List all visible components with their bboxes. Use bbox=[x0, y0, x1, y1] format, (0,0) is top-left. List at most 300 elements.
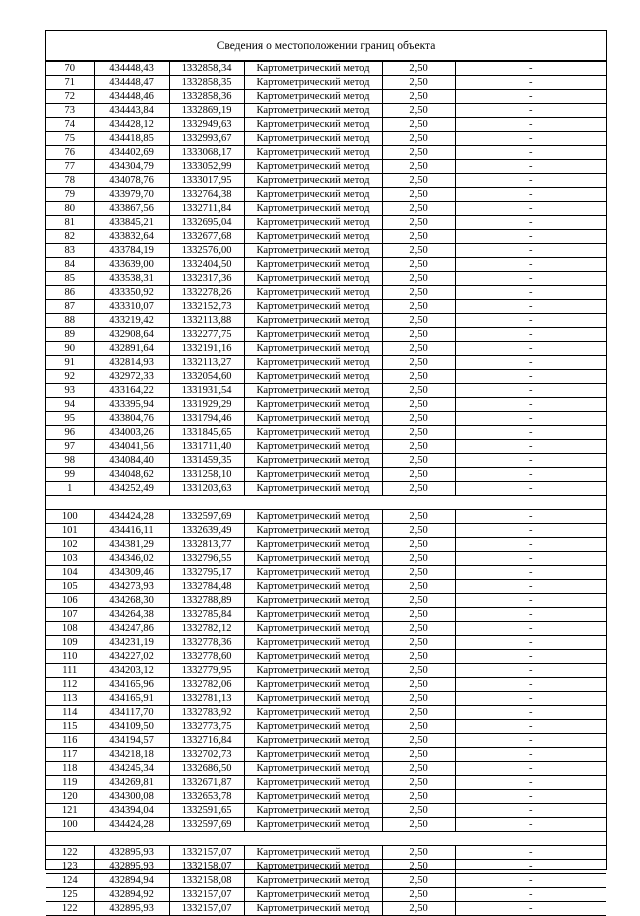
method-cell: Картометрический метод bbox=[244, 160, 382, 174]
x-coordinate-cell: 433164,22 bbox=[94, 384, 169, 398]
description-cell: - bbox=[455, 258, 606, 272]
accuracy-cell: 2,50 bbox=[382, 524, 455, 538]
description-cell: - bbox=[455, 678, 606, 692]
x-coordinate-cell: 434304,79 bbox=[94, 160, 169, 174]
description-cell: - bbox=[455, 524, 606, 538]
y-coordinate-cell: 1332671,87 bbox=[169, 776, 244, 790]
x-coordinate-cell: 434117,70 bbox=[94, 706, 169, 720]
point-number-cell: 90 bbox=[46, 342, 94, 356]
y-coordinate-cell: 1331459,35 bbox=[169, 454, 244, 468]
x-coordinate-cell: 434418,85 bbox=[94, 132, 169, 146]
point-number-cell: 109 bbox=[46, 636, 94, 650]
y-coordinate-cell: 1332764,38 bbox=[169, 188, 244, 202]
method-cell: Картометрический метод bbox=[244, 622, 382, 636]
method-cell: Картометрический метод bbox=[244, 286, 382, 300]
y-coordinate-cell: 1332695,04 bbox=[169, 216, 244, 230]
table-row bbox=[46, 328, 606, 342]
accuracy-cell: 2,50 bbox=[382, 230, 455, 244]
method-cell: Картометрический метод bbox=[244, 118, 382, 132]
table-row bbox=[46, 538, 606, 552]
x-coordinate-cell: 434247,86 bbox=[94, 622, 169, 636]
accuracy-cell: 2,50 bbox=[382, 146, 455, 160]
accuracy-cell: 2,50 bbox=[382, 734, 455, 748]
method-cell: Картометрический метод bbox=[244, 356, 382, 370]
accuracy-cell: 2,50 bbox=[382, 846, 455, 860]
method-cell: Картометрический метод bbox=[244, 76, 382, 90]
table-row bbox=[46, 216, 606, 230]
accuracy-cell: 2,50 bbox=[382, 398, 455, 412]
point-number-cell: 93 bbox=[46, 384, 94, 398]
method-cell: Картометрический метод bbox=[244, 62, 382, 76]
x-coordinate-cell: 432895,93 bbox=[94, 902, 169, 916]
table-row bbox=[46, 174, 606, 188]
table-row bbox=[46, 202, 606, 216]
y-coordinate-cell: 1332054,60 bbox=[169, 370, 244, 384]
point-number-cell: 122 bbox=[46, 846, 94, 860]
accuracy-cell: 2,50 bbox=[382, 132, 455, 146]
accuracy-cell: 2,50 bbox=[382, 790, 455, 804]
description-cell: - bbox=[455, 118, 606, 132]
accuracy-cell: 2,50 bbox=[382, 818, 455, 832]
x-coordinate-cell: 434448,46 bbox=[94, 90, 169, 104]
x-coordinate-cell: 434203,12 bbox=[94, 664, 169, 678]
description-cell: - bbox=[455, 146, 606, 160]
method-cell: Картометрический метод bbox=[244, 650, 382, 664]
y-coordinate-cell: 1332158,08 bbox=[169, 874, 244, 888]
point-number-cell: 79 bbox=[46, 188, 94, 202]
y-coordinate-cell: 1332858,35 bbox=[169, 76, 244, 90]
x-coordinate-cell: 434165,91 bbox=[94, 692, 169, 706]
table-row bbox=[46, 356, 606, 370]
method-cell: Картометрический метод bbox=[244, 552, 382, 566]
table-row bbox=[46, 776, 606, 790]
point-number-cell: 108 bbox=[46, 622, 94, 636]
accuracy-cell: 2,50 bbox=[382, 762, 455, 776]
table-row bbox=[46, 398, 606, 412]
description-cell: - bbox=[455, 566, 606, 580]
table-row bbox=[46, 748, 606, 762]
table-row bbox=[46, 594, 606, 608]
accuracy-cell: 2,50 bbox=[382, 720, 455, 734]
table-row bbox=[46, 762, 606, 776]
point-number-cell: 73 bbox=[46, 104, 94, 118]
accuracy-cell: 2,50 bbox=[382, 370, 455, 384]
table-row bbox=[46, 888, 606, 902]
y-coordinate-cell: 1332278,26 bbox=[169, 286, 244, 300]
accuracy-cell: 2,50 bbox=[382, 804, 455, 818]
description-cell: - bbox=[455, 804, 606, 818]
table-row bbox=[46, 90, 606, 104]
accuracy-cell: 2,50 bbox=[382, 664, 455, 678]
table-row bbox=[46, 734, 606, 748]
x-coordinate-cell: 433784,19 bbox=[94, 244, 169, 258]
x-coordinate-cell: 434300,08 bbox=[94, 790, 169, 804]
point-number-cell: 72 bbox=[46, 90, 94, 104]
x-coordinate-cell: 433867,56 bbox=[94, 202, 169, 216]
table-row bbox=[46, 608, 606, 622]
separator-row bbox=[46, 496, 606, 510]
description-cell: - bbox=[455, 328, 606, 342]
description-cell: - bbox=[455, 62, 606, 76]
method-cell: Картометрический метод bbox=[244, 580, 382, 594]
point-number-cell: 114 bbox=[46, 706, 94, 720]
accuracy-cell: 2,50 bbox=[382, 678, 455, 692]
description-cell: - bbox=[455, 594, 606, 608]
table-row bbox=[46, 146, 606, 160]
x-coordinate-cell: 434346,02 bbox=[94, 552, 169, 566]
method-cell: Картометрический метод bbox=[244, 384, 382, 398]
accuracy-cell: 2,50 bbox=[382, 272, 455, 286]
method-cell: Картометрический метод bbox=[244, 748, 382, 762]
accuracy-cell: 2,50 bbox=[382, 314, 455, 328]
point-number-cell: 1 bbox=[46, 482, 94, 496]
y-coordinate-cell: 1332597,69 bbox=[169, 510, 244, 524]
accuracy-cell: 2,50 bbox=[382, 426, 455, 440]
y-coordinate-cell: 1332796,55 bbox=[169, 552, 244, 566]
point-number-cell: 101 bbox=[46, 524, 94, 538]
accuracy-cell: 2,50 bbox=[382, 482, 455, 496]
x-coordinate-cell: 432894,94 bbox=[94, 874, 169, 888]
description-cell: - bbox=[455, 216, 606, 230]
x-coordinate-cell: 434273,93 bbox=[94, 580, 169, 594]
table-row bbox=[46, 76, 606, 90]
method-cell: Картометрический метод bbox=[244, 202, 382, 216]
document-title: Сведения о местоположении границ объекта bbox=[46, 31, 606, 61]
separator-cell bbox=[46, 832, 606, 846]
point-number-cell: 75 bbox=[46, 132, 94, 146]
description-cell: - bbox=[455, 440, 606, 454]
accuracy-cell: 2,50 bbox=[382, 566, 455, 580]
accuracy-cell: 2,50 bbox=[382, 650, 455, 664]
method-cell: Картометрический метод bbox=[244, 510, 382, 524]
y-coordinate-cell: 1332858,36 bbox=[169, 90, 244, 104]
method-cell: Картометрический метод bbox=[244, 370, 382, 384]
accuracy-cell: 2,50 bbox=[382, 356, 455, 370]
point-number-cell: 104 bbox=[46, 566, 94, 580]
point-number-cell: 105 bbox=[46, 580, 94, 594]
y-coordinate-cell: 1332784,48 bbox=[169, 580, 244, 594]
accuracy-cell: 2,50 bbox=[382, 552, 455, 566]
x-coordinate-cell: 432894,92 bbox=[94, 888, 169, 902]
point-number-cell: 95 bbox=[46, 412, 94, 426]
x-coordinate-cell: 434165,96 bbox=[94, 678, 169, 692]
method-cell: Картометрический метод bbox=[244, 860, 382, 874]
method-cell: Картометрический метод bbox=[244, 608, 382, 622]
table-row bbox=[46, 62, 606, 76]
accuracy-cell: 2,50 bbox=[382, 776, 455, 790]
point-number-cell: 98 bbox=[46, 454, 94, 468]
method-cell: Картометрический метод bbox=[244, 720, 382, 734]
x-coordinate-cell: 434416,11 bbox=[94, 524, 169, 538]
y-coordinate-cell: 1332781,13 bbox=[169, 692, 244, 706]
description-cell: - bbox=[455, 90, 606, 104]
x-coordinate-cell: 434084,40 bbox=[94, 454, 169, 468]
y-coordinate-cell: 1333017,95 bbox=[169, 174, 244, 188]
accuracy-cell: 2,50 bbox=[382, 538, 455, 552]
description-cell: - bbox=[455, 132, 606, 146]
table-row bbox=[46, 636, 606, 650]
table-row bbox=[46, 846, 606, 860]
table-row bbox=[46, 706, 606, 720]
accuracy-cell: 2,50 bbox=[382, 160, 455, 174]
x-coordinate-cell: 434394,04 bbox=[94, 804, 169, 818]
x-coordinate-cell: 434424,28 bbox=[94, 818, 169, 832]
y-coordinate-cell: 1331203,63 bbox=[169, 482, 244, 496]
x-coordinate-cell: 434309,46 bbox=[94, 566, 169, 580]
method-cell: Картометрический метод bbox=[244, 664, 382, 678]
accuracy-cell: 2,50 bbox=[382, 328, 455, 342]
description-cell: - bbox=[455, 818, 606, 832]
method-cell: Картометрический метод bbox=[244, 258, 382, 272]
table-row bbox=[46, 720, 606, 734]
point-number-cell: 96 bbox=[46, 426, 94, 440]
accuracy-cell: 2,50 bbox=[382, 216, 455, 230]
y-coordinate-cell: 1332702,73 bbox=[169, 748, 244, 762]
point-number-cell: 110 bbox=[46, 650, 94, 664]
point-number-cell: 107 bbox=[46, 608, 94, 622]
method-cell: Картометрический метод bbox=[244, 132, 382, 146]
method-cell: Картометрический метод bbox=[244, 818, 382, 832]
point-number-cell: 83 bbox=[46, 244, 94, 258]
method-cell: Картометрический метод bbox=[244, 804, 382, 818]
accuracy-cell: 2,50 bbox=[382, 62, 455, 76]
y-coordinate-cell: 1332858,34 bbox=[169, 62, 244, 76]
table-row bbox=[46, 118, 606, 132]
method-cell: Картометрический метод bbox=[244, 874, 382, 888]
x-coordinate-cell: 434227,02 bbox=[94, 650, 169, 664]
description-cell: - bbox=[455, 734, 606, 748]
y-coordinate-cell: 1332653,78 bbox=[169, 790, 244, 804]
x-coordinate-cell: 434048,62 bbox=[94, 468, 169, 482]
y-coordinate-cell: 1332157,07 bbox=[169, 888, 244, 902]
y-coordinate-cell: 1332113,88 bbox=[169, 314, 244, 328]
x-coordinate-cell: 434448,43 bbox=[94, 62, 169, 76]
y-coordinate-cell: 1332869,19 bbox=[169, 104, 244, 118]
table-row bbox=[46, 566, 606, 580]
x-coordinate-cell: 433538,31 bbox=[94, 272, 169, 286]
point-number-cell: 85 bbox=[46, 272, 94, 286]
point-number-cell: 87 bbox=[46, 300, 94, 314]
y-coordinate-cell: 1332597,69 bbox=[169, 818, 244, 832]
x-coordinate-cell: 434424,28 bbox=[94, 510, 169, 524]
y-coordinate-cell: 1332716,84 bbox=[169, 734, 244, 748]
description-cell: - bbox=[455, 384, 606, 398]
y-coordinate-cell: 1332686,50 bbox=[169, 762, 244, 776]
y-coordinate-cell: 1332404,50 bbox=[169, 258, 244, 272]
description-cell: - bbox=[455, 762, 606, 776]
description-cell: - bbox=[455, 874, 606, 888]
table-row bbox=[46, 860, 606, 874]
y-coordinate-cell: 1332157,07 bbox=[169, 846, 244, 860]
x-coordinate-cell: 433804,76 bbox=[94, 412, 169, 426]
x-coordinate-cell: 434428,12 bbox=[94, 118, 169, 132]
point-number-cell: 91 bbox=[46, 356, 94, 370]
x-coordinate-cell: 434252,49 bbox=[94, 482, 169, 496]
x-coordinate-cell: 433845,21 bbox=[94, 216, 169, 230]
method-cell: Картометрический метод bbox=[244, 90, 382, 104]
method-cell: Картометрический метод bbox=[244, 440, 382, 454]
point-number-cell: 89 bbox=[46, 328, 94, 342]
description-cell: - bbox=[455, 636, 606, 650]
x-coordinate-cell: 432895,93 bbox=[94, 846, 169, 860]
description-cell: - bbox=[455, 286, 606, 300]
accuracy-cell: 2,50 bbox=[382, 636, 455, 650]
description-cell: - bbox=[455, 902, 606, 916]
description-cell: - bbox=[455, 608, 606, 622]
point-number-cell: 122 bbox=[46, 902, 94, 916]
y-coordinate-cell: 1331711,40 bbox=[169, 440, 244, 454]
method-cell: Картометрический метод bbox=[244, 216, 382, 230]
method-cell: Картометрический метод bbox=[244, 524, 382, 538]
point-number-cell: 70 bbox=[46, 62, 94, 76]
y-coordinate-cell: 1331845,65 bbox=[169, 426, 244, 440]
y-coordinate-cell: 1332783,92 bbox=[169, 706, 244, 720]
table-row bbox=[46, 874, 606, 888]
x-coordinate-cell: 433395,94 bbox=[94, 398, 169, 412]
description-cell: - bbox=[455, 790, 606, 804]
accuracy-cell: 2,50 bbox=[382, 468, 455, 482]
method-cell: Картометрический метод bbox=[244, 398, 382, 412]
description-cell: - bbox=[455, 76, 606, 90]
x-coordinate-cell: 432891,64 bbox=[94, 342, 169, 356]
y-coordinate-cell: 1331794,46 bbox=[169, 412, 244, 426]
method-cell: Картометрический метод bbox=[244, 902, 382, 916]
table-row bbox=[46, 244, 606, 258]
x-coordinate-cell: 434194,57 bbox=[94, 734, 169, 748]
point-number-cell: 121 bbox=[46, 804, 94, 818]
method-cell: Картометрический метод bbox=[244, 762, 382, 776]
table-row bbox=[46, 650, 606, 664]
accuracy-cell: 2,50 bbox=[382, 622, 455, 636]
table-row bbox=[46, 230, 606, 244]
description-cell: - bbox=[455, 468, 606, 482]
table-row bbox=[46, 258, 606, 272]
table-row bbox=[46, 664, 606, 678]
accuracy-cell: 2,50 bbox=[382, 174, 455, 188]
table-row bbox=[46, 580, 606, 594]
point-number-cell: 77 bbox=[46, 160, 94, 174]
y-coordinate-cell: 1332773,75 bbox=[169, 720, 244, 734]
point-number-cell: 116 bbox=[46, 734, 94, 748]
y-coordinate-cell: 1332778,60 bbox=[169, 650, 244, 664]
x-coordinate-cell: 434109,50 bbox=[94, 720, 169, 734]
point-number-cell: 94 bbox=[46, 398, 94, 412]
method-cell: Картометрический метод bbox=[244, 776, 382, 790]
table-row bbox=[46, 160, 606, 174]
point-number-cell: 102 bbox=[46, 538, 94, 552]
x-coordinate-cell: 433350,92 bbox=[94, 286, 169, 300]
accuracy-cell: 2,50 bbox=[382, 874, 455, 888]
description-cell: - bbox=[455, 538, 606, 552]
accuracy-cell: 2,50 bbox=[382, 510, 455, 524]
table-row bbox=[46, 426, 606, 440]
description-cell: - bbox=[455, 398, 606, 412]
accuracy-cell: 2,50 bbox=[382, 342, 455, 356]
y-coordinate-cell: 1332788,89 bbox=[169, 594, 244, 608]
accuracy-cell: 2,50 bbox=[382, 902, 455, 916]
description-cell: - bbox=[455, 860, 606, 874]
table-row bbox=[46, 552, 606, 566]
point-number-cell: 111 bbox=[46, 664, 94, 678]
separator-row bbox=[46, 832, 606, 846]
accuracy-cell: 2,50 bbox=[382, 300, 455, 314]
y-coordinate-cell: 1332677,68 bbox=[169, 230, 244, 244]
method-cell: Картометрический метод bbox=[244, 342, 382, 356]
table-row bbox=[46, 510, 606, 524]
accuracy-cell: 2,50 bbox=[382, 90, 455, 104]
accuracy-cell: 2,50 bbox=[382, 706, 455, 720]
table-row bbox=[46, 188, 606, 202]
description-cell: - bbox=[455, 748, 606, 762]
x-coordinate-cell: 434245,34 bbox=[94, 762, 169, 776]
description-cell: - bbox=[455, 160, 606, 174]
table-row bbox=[46, 622, 606, 636]
method-cell: Картометрический метод bbox=[244, 426, 382, 440]
description-cell: - bbox=[455, 720, 606, 734]
table-row bbox=[46, 370, 606, 384]
point-number-cell: 84 bbox=[46, 258, 94, 272]
x-coordinate-cell: 434041,56 bbox=[94, 440, 169, 454]
table-row bbox=[46, 286, 606, 300]
method-cell: Картометрический метод bbox=[244, 188, 382, 202]
table-row bbox=[46, 790, 606, 804]
accuracy-cell: 2,50 bbox=[382, 454, 455, 468]
point-number-cell: 103 bbox=[46, 552, 94, 566]
x-coordinate-cell: 433979,70 bbox=[94, 188, 169, 202]
y-coordinate-cell: 1331929,29 bbox=[169, 398, 244, 412]
point-number-cell: 118 bbox=[46, 762, 94, 776]
y-coordinate-cell: 1332785,84 bbox=[169, 608, 244, 622]
point-number-cell: 80 bbox=[46, 202, 94, 216]
point-number-cell: 125 bbox=[46, 888, 94, 902]
table-row bbox=[46, 468, 606, 482]
table-row bbox=[46, 454, 606, 468]
method-cell: Картометрический метод bbox=[244, 244, 382, 258]
point-number-cell: 119 bbox=[46, 776, 94, 790]
method-cell: Картометрический метод bbox=[244, 454, 382, 468]
description-cell: - bbox=[455, 230, 606, 244]
table-row bbox=[46, 104, 606, 118]
method-cell: Картометрический метод bbox=[244, 636, 382, 650]
description-cell: - bbox=[455, 510, 606, 524]
coordinates-table-body bbox=[46, 62, 606, 916]
point-number-cell: 115 bbox=[46, 720, 94, 734]
accuracy-cell: 2,50 bbox=[382, 748, 455, 762]
point-number-cell: 123 bbox=[46, 860, 94, 874]
accuracy-cell: 2,50 bbox=[382, 202, 455, 216]
method-cell: Картометрический метод bbox=[244, 146, 382, 160]
y-coordinate-cell: 1332591,65 bbox=[169, 804, 244, 818]
point-number-cell: 92 bbox=[46, 370, 94, 384]
description-cell: - bbox=[455, 692, 606, 706]
table-row bbox=[46, 678, 606, 692]
y-coordinate-cell: 1332782,12 bbox=[169, 622, 244, 636]
x-coordinate-cell: 434003,26 bbox=[94, 426, 169, 440]
x-coordinate-cell: 434218,18 bbox=[94, 748, 169, 762]
y-coordinate-cell: 1332157,07 bbox=[169, 902, 244, 916]
description-cell: - bbox=[455, 244, 606, 258]
y-coordinate-cell: 1332795,17 bbox=[169, 566, 244, 580]
x-coordinate-cell: 433219,42 bbox=[94, 314, 169, 328]
table-row bbox=[46, 440, 606, 454]
table-row bbox=[46, 818, 606, 832]
y-coordinate-cell: 1331931,54 bbox=[169, 384, 244, 398]
description-cell: - bbox=[455, 706, 606, 720]
x-coordinate-cell: 434269,81 bbox=[94, 776, 169, 790]
description-cell: - bbox=[455, 272, 606, 286]
table-row bbox=[46, 412, 606, 426]
method-cell: Картометрический метод bbox=[244, 790, 382, 804]
